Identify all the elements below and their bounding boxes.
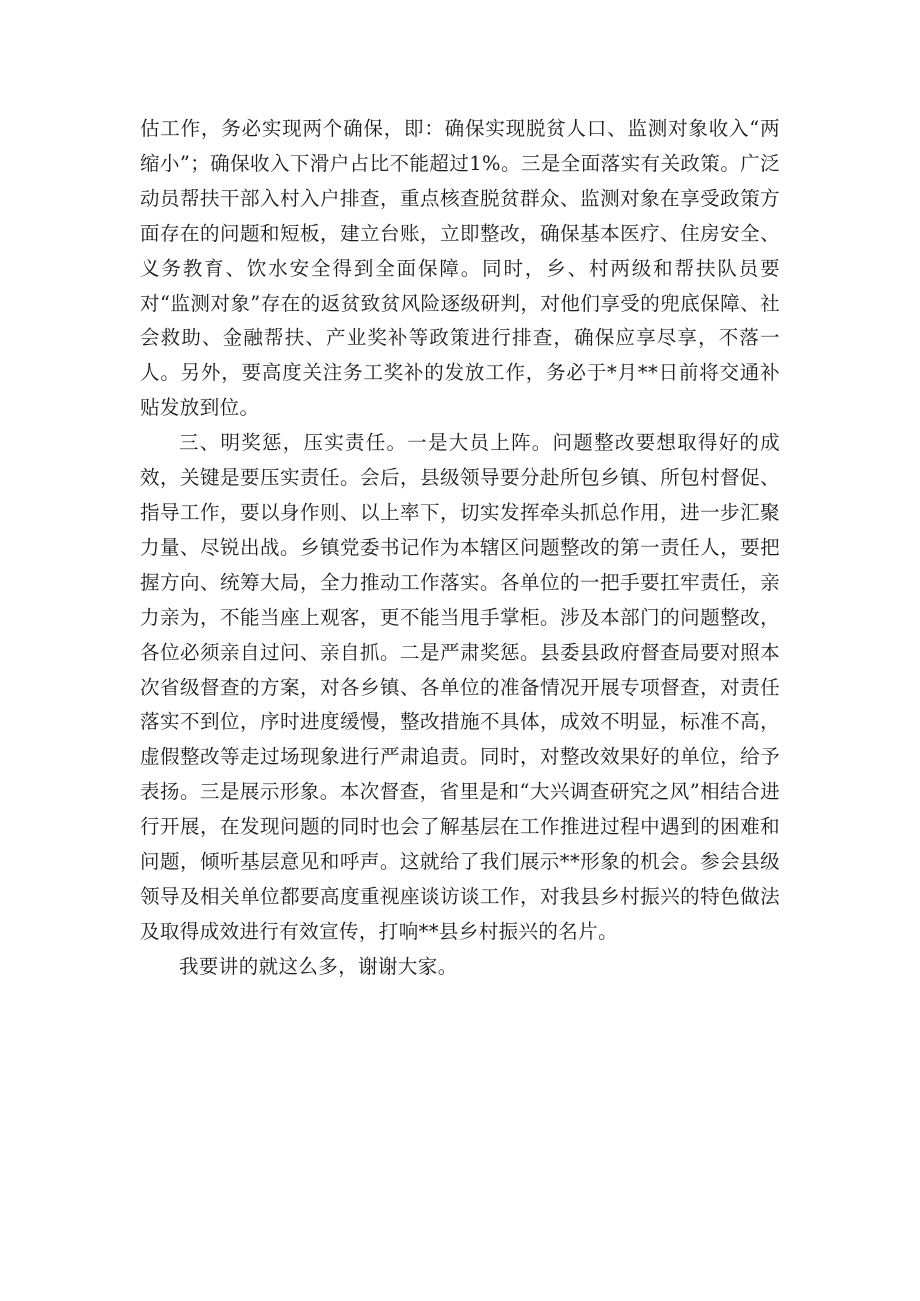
document-body bbox=[140, 112, 780, 985]
paragraph-policy-continuation: 估工作，务必实现两个确保，即：确保实现脱贫人口、监测对象收入“两缩小”；确保收入下滑户占比不能超过1%。三是全面落实有关政策。广泛动员帮扶干部入村入户排查，重点核查脱贫群众、监测对象在享受政策方面存在的问题和短板，建立台账，立即整改，确保基本医疗、住房安全、义务教育、饮水安全得到全面保障。同时，乡、村两级和帮扶队员要对“监测对象”存在的返贫致贫风险逐级研判，对他们享受的兜底保障、社会救助、金融帮扶、产业奖补等政策进行排查，确保应享尽享，不落一人。另外，要高度关注务工奖补的发放工作，务必于*月**日前将交通补贴发放到位。 bbox=[140, 117, 780, 420]
paragraph-closing: 我要讲的就这么多，谢谢大家。 bbox=[179, 954, 458, 978]
paragraph-rewards-penalties: 三、明奖惩，压实责任。一是大员上阵。问题整改要想取得好的成效，关键是要压实责任。会后，县级领导要分赴所包乡镇、所包村督促、指导工作，要以身作则、以上率下，切实发挥牵头抓总作用，进一步汇聚力量、尽锐出战。乡镇党委书记作为本辖区问题整改的第一责任人，要把握方向、统筹大局，全力推动工作落实。各单位的一把手要扛牢责任，亲力亲为，不能当座上观客，更不能当甩手掌柜。涉及本部门的问题整改，各位必须亲自过问、亲自抓。二是严肃奖惩。县委县政府督查局要对照本次省级督查的方案，对各乡镇、各单位的准备情况开展专项督查，对责任落实不到位，序时进度缓慢，整改措施不具体，成效不明显，标准不高，虚假整改等走过场现象进行严肃追责。同时，对整改效果好的单位，给予表扬。三是展示形象。本次督查，省里是和“大兴调查研究之风”相结合进行开展，在发现问题的同时也会了解基层在工作推进过程中遇到的困难和问题，倾听基层意见和呼声。这就给了我们展示**形象的机会。参会县级领导及相关单位都要高度重视座谈访谈工作，对我县乡村振兴的特色做法及取得成效进行有效宣传，打响**县乡村振兴的名片。 bbox=[140, 431, 780, 943]
